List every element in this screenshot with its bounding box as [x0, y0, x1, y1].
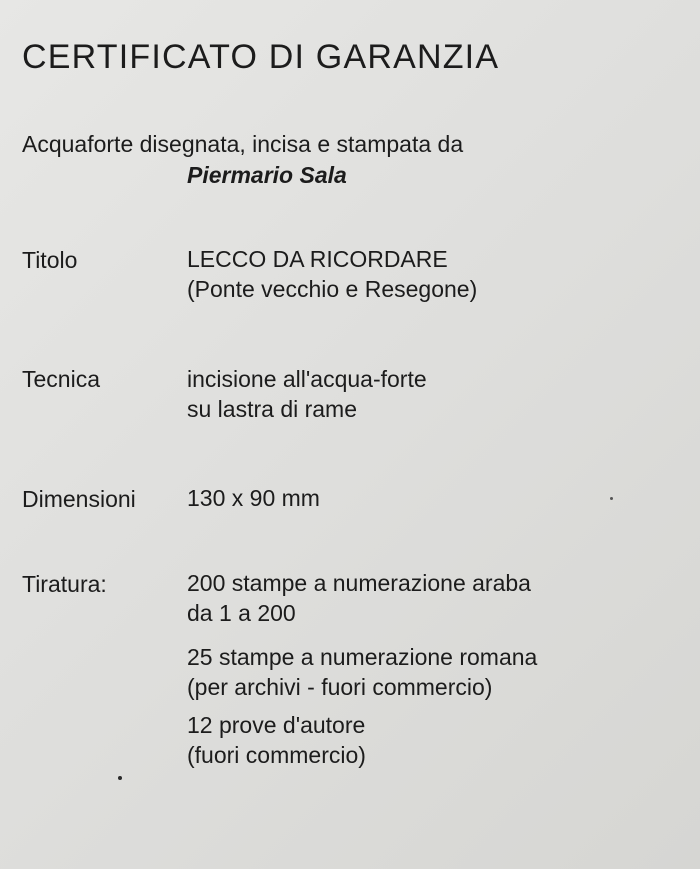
ink-speck [118, 776, 122, 780]
titolo-label: Titolo [22, 247, 78, 273]
tiratura-group-3-line-1: 12 prove d'autore [187, 712, 366, 738]
titolo-line-2: (Ponte vecchio e Resegone) [187, 276, 478, 302]
tiratura-group-1-line-2: da 1 a 200 [187, 600, 296, 626]
certificate-title: CERTIFICATO DI GARANZIA [22, 38, 500, 76]
dimensioni-value [187, 483, 320, 513]
tecnica-label: Tecnica [22, 366, 100, 392]
tiratura-group-2 [187, 642, 537, 702]
tiratura-label: Tiratura: [22, 571, 107, 597]
titolo-line-1: LECCO DA RICORDARE [187, 246, 448, 272]
tiratura-group-3 [187, 710, 366, 770]
dimensioni-label: Dimensioni [22, 486, 136, 512]
tiratura-group-1 [187, 568, 531, 628]
tiratura-group-2-line-2: (per archivi - fuori commercio) [187, 674, 493, 700]
tiratura-group-1-line-1: 200 stampe a numerazione araba [187, 570, 531, 596]
dimensioni-line: 130 x 90 mm [187, 485, 320, 511]
ink-speck-2 [610, 497, 613, 500]
tecnica-value [187, 364, 427, 424]
tiratura-group-2-line-1: 25 stampe a numerazione romana [187, 644, 538, 670]
artist-name: Piermario Sala [187, 162, 347, 188]
tecnica-line-2: su lastra di rame [187, 396, 358, 422]
tecnica-line-1: incisione all'acqua-forte [187, 366, 427, 392]
intro-text: Acquaforte disegnata, incisa e stampata da [22, 131, 464, 157]
titolo-value [187, 244, 477, 304]
tiratura-group-3-line-2: (fuori commercio) [187, 742, 366, 768]
